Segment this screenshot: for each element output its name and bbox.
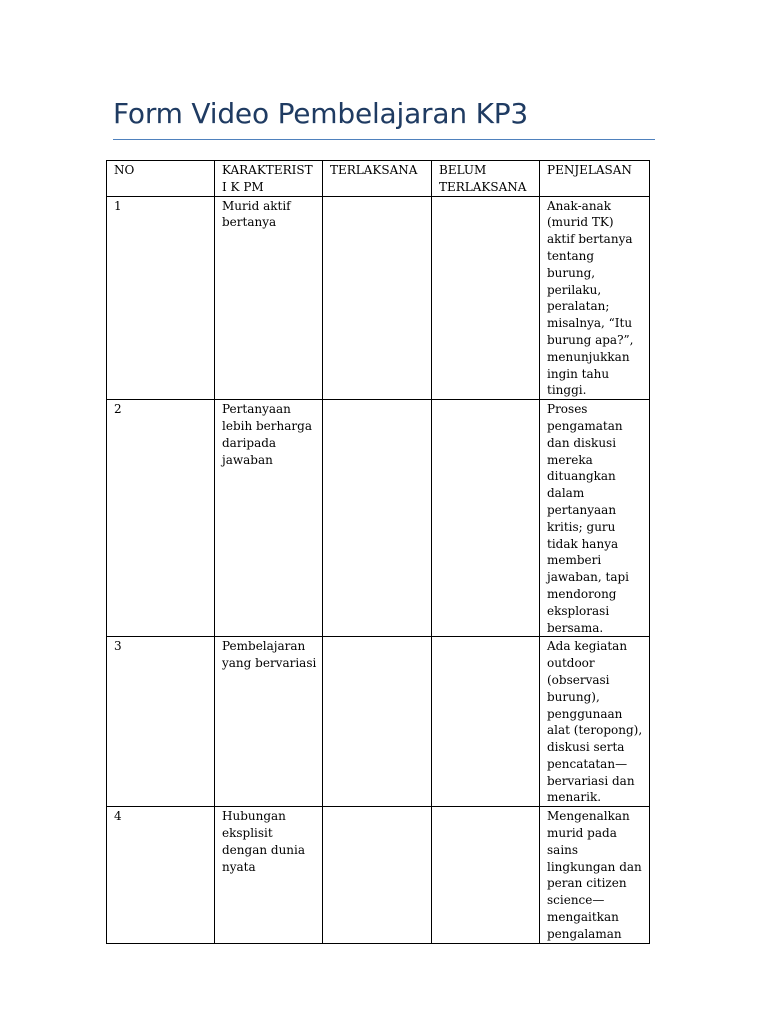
cell-karakteristik: Murid aktif bertanya <box>215 196 323 400</box>
table-header <box>107 161 650 197</box>
page-title: Form Video Pembelajaran KP3 <box>113 97 529 130</box>
header-belum-terlaksana: BELUM TERLAKSANA <box>432 161 540 197</box>
title-underline <box>113 139 655 140</box>
cell-penjelasan: Proses pengamatan dan diskusi mereka dituangkan dalam pertanyaan kritis; guru tidak hanya memberi jawaban, tapi mendorong eksplorasi bersama. <box>540 400 650 637</box>
cell-no: 1 <box>107 196 215 400</box>
cell-no: 3 <box>107 637 215 807</box>
cell-penjelasan: Ada kegiatan outdoor (observasi burung), penggunaan alat (teropong), diskusi serta pencatatan—bervariasi dan menarik. <box>540 637 650 807</box>
cell-penjelasan: Anak-anak (murid TK) aktif bertanya tentang burung, perilaku, peralatan; misalnya, “Itu burung apa?”, menunjukkan ingin tahu tinggi. <box>540 196 650 400</box>
header-no: NO <box>107 161 215 197</box>
table-body <box>107 196 650 943</box>
table-row <box>107 400 650 637</box>
cell-belum-terlaksana[interactable] <box>432 807 540 943</box>
evaluation-table <box>106 160 650 944</box>
header-karakteristik: KARAKTERISTI K PM <box>215 161 323 197</box>
header-terlaksana: TERLAKSANA <box>323 161 432 197</box>
cell-penjelasan: Mengenalkan murid pada sains lingkungan dan peran citizen science—mengaitkan pengalaman <box>540 807 650 943</box>
cell-belum-terlaksana[interactable] <box>432 637 540 807</box>
table-row <box>107 807 650 943</box>
cell-karakteristik: Pembelajaran yang bervariasi <box>215 637 323 807</box>
cell-terlaksana[interactable] <box>323 196 432 400</box>
header-penjelasan: PENJELASAN <box>540 161 650 197</box>
header-row <box>107 161 650 197</box>
table-row <box>107 196 650 400</box>
cell-belum-terlaksana[interactable] <box>432 196 540 400</box>
cell-belum-terlaksana[interactable] <box>432 400 540 637</box>
cell-no: 2 <box>107 400 215 637</box>
cell-karakteristik: Hubungan eksplisit dengan dunia nyata <box>215 807 323 943</box>
cell-terlaksana[interactable] <box>323 400 432 637</box>
cell-karakteristik: Pertanyaan lebih berharga daripada jawaban <box>215 400 323 637</box>
cell-terlaksana[interactable] <box>323 637 432 807</box>
cell-no: 4 <box>107 807 215 943</box>
cell-terlaksana[interactable] <box>323 807 432 943</box>
table-row <box>107 637 650 807</box>
